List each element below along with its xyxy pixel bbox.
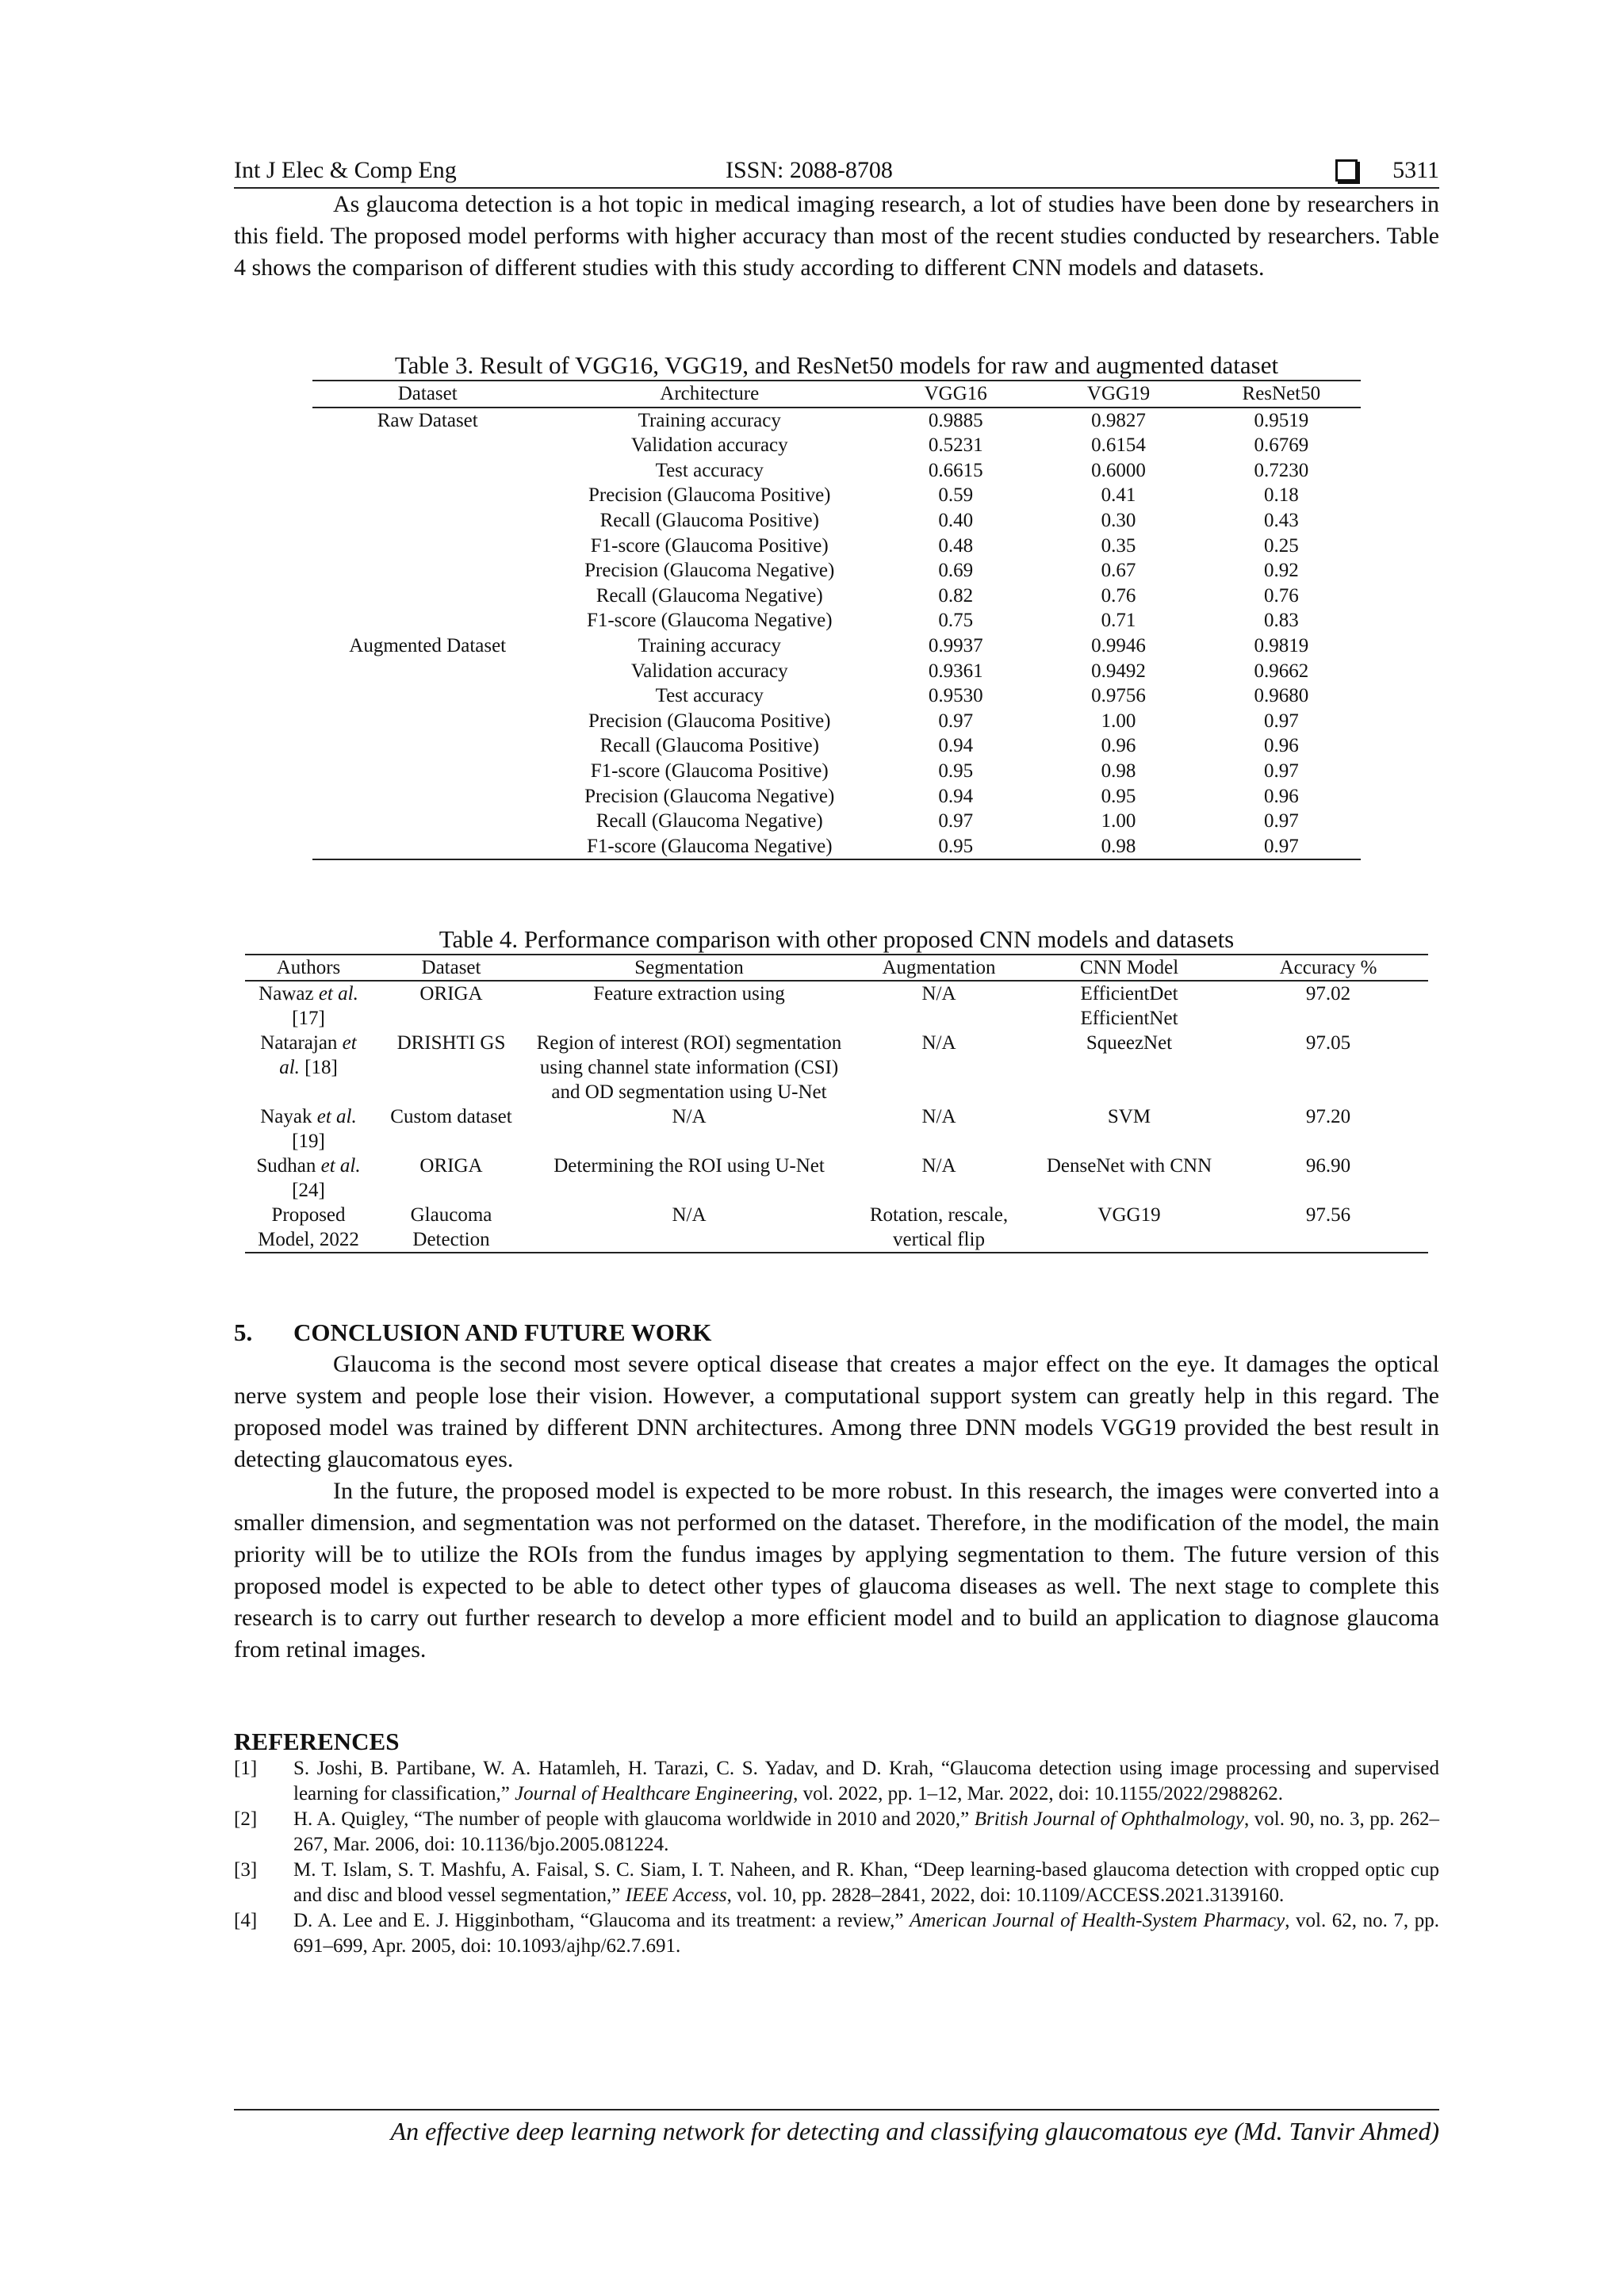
table-cell: 0.76 (1101, 584, 1136, 607)
table-cell: F1-score (Glaucoma Negative) (586, 610, 833, 632)
table-cell: 1.00 (1101, 810, 1136, 832)
reference-text (293, 1807, 1439, 1858)
table4-body (245, 981, 1428, 1253)
author-cell (245, 1031, 372, 1104)
reference-details: , vol. 62, no. 7, pp. 691–699, Apr. 2005, doi: 10.1093/ajhp/62.7.691. (293, 1910, 1439, 1957)
table-cell: Augmented Dataset (349, 634, 507, 656)
author-name: Sudhan (256, 1155, 316, 1177)
table-cell: 0.97 (1263, 710, 1299, 732)
table-cell: Recall (Glaucoma Negative) (596, 810, 823, 832)
table-cell: 0.9361 (928, 660, 983, 682)
segmentation-cell: Region of interest (ROI) segmentation using channel state information (CSI) and OD segmentation using U-Net (536, 1032, 842, 1104)
table-cell: Test accuracy (655, 685, 764, 707)
reference-journal: IEEE Access (625, 1885, 727, 1907)
reference-details: , vol. 90, no. 3, pp. 262–267, Mar. 2006, doi: 10.1136/bjo.2005.081224. (293, 1808, 1439, 1856)
table-cell: Precision (Glaucoma Negative) (584, 785, 835, 807)
page (234, 149, 1439, 1959)
accuracy-cell: 96.90 (1305, 1155, 1351, 1177)
table-cell: 1.00 (1101, 710, 1136, 732)
table-cell (312, 659, 542, 684)
author-cell (245, 1203, 372, 1253)
table-cell (312, 558, 542, 584)
author-name: Nayak (260, 1106, 312, 1128)
table-cell: 0.98 (1101, 760, 1136, 782)
table-cell: 0.9662 (1254, 660, 1309, 682)
table-cell: 0.9680 (1254, 685, 1309, 707)
reference-number: [2] (234, 1808, 258, 1831)
table-row (312, 433, 1361, 458)
augmentation-cell: N/A (921, 1106, 956, 1128)
table-cell (312, 759, 542, 784)
table-row (312, 408, 1361, 434)
cnn-model-cell: SqueezNet (1086, 1032, 1173, 1054)
reference-journal: American Journal of Health-System Pharmacy (910, 1910, 1285, 1932)
author-cell (245, 981, 372, 1031)
table-cell: 0.71 (1101, 610, 1136, 632)
reference-number: [4] (234, 1910, 258, 1932)
table3-header: Architecture (660, 383, 760, 404)
table-cell: 0.43 (1263, 509, 1299, 531)
author-ref: [24] (292, 1180, 325, 1202)
table-cell: 0.40 (938, 509, 974, 531)
author-etal: et al. (318, 983, 358, 1005)
table4-header: Accuracy % (1279, 957, 1377, 979)
page-number: 5311 (1392, 157, 1439, 183)
author-name: Nawaz (259, 983, 314, 1005)
table-cell: 0.25 (1263, 534, 1299, 557)
table-cell (312, 683, 542, 709)
table-cell: 0.67 (1101, 560, 1136, 582)
table-cell: 0.95 (938, 760, 974, 782)
reference-journal: Journal of Healthcare Engineering (515, 1783, 794, 1805)
table-cell: Recall (Glaucoma Positive) (599, 509, 819, 531)
table-cell (312, 584, 542, 609)
table-row (312, 608, 1361, 633)
reference-authors-title: S. Joshi, B. Partibane, W. A. Hatamleh, H. Tarazi, C. S. Yadav, and D. Krah, “Glaucoma detection using image processing and supervised learning for classification,” (293, 1758, 1439, 1805)
author-etal: et al. (279, 1032, 357, 1079)
reference-text (293, 1858, 1439, 1908)
reference-text (293, 1756, 1439, 1807)
page-footer: An effective deep learning network for detecting and classifying glaucomatous eye (Md. Tanvir Ahmed) (234, 2109, 1439, 2146)
augmentation-cell: N/A (921, 1032, 956, 1054)
table4-header: Dataset (421, 957, 481, 979)
augmentation-cell: N/A (921, 983, 956, 1005)
augmentation-cell: Rotation, rescale, vertical flip (869, 1204, 1009, 1251)
table-cell (312, 733, 542, 759)
table-cell: 0.6769 (1254, 434, 1309, 457)
table-cell: 0.92 (1263, 560, 1299, 582)
reference-number: [3] (234, 1859, 258, 1881)
table3-caption: Table 3. Result of VGG16, VGG19, and ResNet50 models for raw and augmented dataset (394, 351, 1279, 379)
table4-header: Augmentation (882, 957, 996, 979)
author-etal: et al. (320, 1155, 361, 1177)
cnn-model-cell: DenseNet with CNN (1046, 1155, 1212, 1177)
table-row (312, 633, 1361, 659)
reference-journal: British Journal of Ophthalmology (974, 1808, 1245, 1831)
references-heading: REFERENCES (234, 1728, 400, 1756)
author-cell (245, 1154, 372, 1203)
journal-name: Int J Elec & Comp Eng (234, 157, 457, 183)
table-cell: Recall (Glaucoma Positive) (599, 735, 819, 757)
table-cell: 0.9937 (928, 634, 983, 656)
author-name: Natarajan (260, 1032, 338, 1054)
table-cell: Recall (Glaucoma Negative) (596, 584, 823, 607)
table-cell: 0.97 (1263, 810, 1299, 832)
author-ref: [18] (304, 1057, 338, 1079)
table-cell: 0.96 (1263, 785, 1299, 807)
reference-item (234, 1756, 1439, 1807)
table-cell: 0.6615 (928, 459, 983, 481)
table-cell: 0.76 (1263, 584, 1299, 607)
issn: ISSN: 2088-8708 (726, 157, 893, 183)
section-heading (234, 1317, 1439, 1349)
table-cell: 0.94 (938, 735, 974, 757)
table3 (312, 380, 1361, 860)
table-cell: 0.9530 (928, 685, 983, 707)
table-cell: 0.59 (938, 484, 974, 507)
author-etal: et al. (316, 1106, 357, 1128)
table-row (312, 558, 1361, 584)
table-cell: 0.82 (938, 584, 974, 607)
cnn-model-cell: SVM (1107, 1106, 1151, 1128)
table-row (312, 759, 1361, 784)
table-row (245, 1031, 1428, 1104)
table-cell (312, 458, 542, 484)
segmentation-cell: Feature extraction using (593, 983, 785, 1005)
reference-number: [1] (234, 1758, 258, 1780)
table3-header-row (312, 381, 1361, 408)
table-row (312, 809, 1361, 834)
table-cell: 0.9519 (1254, 409, 1309, 431)
table-cell: 0.97 (1263, 760, 1299, 782)
table-cell (312, 809, 542, 834)
table-cell: Raw Dataset (377, 409, 478, 431)
table4-header: Authors (276, 957, 341, 979)
table-cell: 0.75 (938, 610, 974, 632)
table-row (312, 458, 1361, 484)
square-bullet-icon (1335, 159, 1358, 182)
table-cell: 0.9946 (1091, 634, 1146, 656)
table4-header: CNN Model (1079, 957, 1179, 979)
table-cell: 0.6000 (1091, 459, 1146, 481)
accuracy-cell: 97.02 (1305, 983, 1351, 1005)
cnn-model-cell: VGG19 (1097, 1204, 1161, 1226)
table-cell: 0.9756 (1091, 685, 1146, 707)
table3-header: VGG16 (924, 383, 987, 404)
table-cell (312, 608, 542, 633)
accuracy-cell: 97.56 (1305, 1204, 1351, 1226)
reference-details: , vol. 2022, pp. 1–12, Mar. 2022, doi: 10.1155/2022/2988262. (793, 1783, 1283, 1805)
reference-item (234, 1858, 1439, 1908)
dataset-cell: Custom dataset (390, 1106, 512, 1128)
table-row (312, 834, 1361, 860)
table-cell: Precision (Glaucoma Positive) (588, 484, 831, 507)
table-cell (312, 508, 542, 534)
table-cell (312, 834, 542, 860)
table-row (312, 584, 1361, 609)
table-cell: 0.9827 (1091, 409, 1146, 431)
future-work-paragraph: In the future, the proposed model is expected to be more robust. In this research, the images were converted into a smaller dimension, and segmentation was not performed on the dataset. Therefore, in the modification of the model, the main priority will be to utilize the ROIs from the fundus images by applying segmentation to them. The future version of this proposed model is expected to be able to detect other types of glaucoma diseases as well. The next stage to complete this research is to carry out further research to develop a more efficient model and to build an application to diagnose glaucoma from retinal images. (234, 1478, 1439, 1663)
reference-authors-title: D. A. Lee and E. J. Higginbotham, “Glaucoma and its treatment: a review,” (293, 1910, 910, 1932)
table-row (312, 659, 1361, 684)
table-cell: Validation accuracy (630, 434, 788, 457)
table-cell: 0.9885 (928, 409, 983, 431)
segmentation-cell: N/A (672, 1106, 707, 1128)
dataset-cell: ORIGA (419, 983, 483, 1005)
table-cell: 0.18 (1263, 484, 1299, 507)
table-cell: 0.98 (1101, 835, 1136, 857)
table-cell (312, 784, 542, 809)
table-cell: Validation accuracy (630, 660, 788, 682)
table-row (245, 1154, 1428, 1203)
table-row (312, 733, 1361, 759)
reference-item (234, 1908, 1439, 1959)
table3-body (312, 408, 1361, 860)
table-cell: 0.95 (938, 835, 974, 857)
section-title: CONCLUSION AND FUTURE WORK (293, 1318, 712, 1347)
dataset-cell: Glaucoma Detection (410, 1204, 492, 1251)
author-name: Proposed Model, 2022 (258, 1204, 359, 1251)
reference-details: , vol. 10, pp. 2828–2841, 2022, doi: 10.1109/ACCESS.2021.3139160. (726, 1885, 1285, 1907)
section-number: 5. (234, 1318, 253, 1347)
table-cell: 0.30 (1101, 509, 1136, 531)
segmentation-cell: Determining the ROI using U-Net (553, 1155, 825, 1177)
table-cell: 0.35 (1101, 534, 1136, 557)
author-ref: [17] (292, 1008, 325, 1030)
table-cell: 0.97 (938, 810, 974, 832)
table-cell (312, 709, 542, 734)
table-cell: 0.9492 (1091, 660, 1146, 682)
dataset-cell: ORIGA (419, 1155, 483, 1177)
page-header (234, 149, 1439, 189)
table-cell: 0.83 (1263, 610, 1299, 632)
table-row (312, 534, 1361, 559)
table-row (312, 784, 1361, 809)
dataset-cell: DRISHTI GS (396, 1032, 506, 1054)
table-cell: 0.97 (1263, 835, 1299, 857)
table-row (312, 709, 1361, 734)
table-cell: 0.7230 (1254, 459, 1309, 481)
table4-header-row (245, 955, 1428, 981)
table-cell: 0.96 (1101, 735, 1136, 757)
table-row (312, 683, 1361, 709)
conclusion-paragraph: Glaucoma is the second most severe optical disease that creates a major effect on the eye. It damages the optical nerve system and people lose their vision. However, a computational support system can greatly help in this regard. The proposed model was trained by different DNN architectures. Among three DNN models VGG19 provided the best result in detecting glaucomatous eyes. (234, 1351, 1439, 1473)
table-cell: F1-score (Glaucoma Positive) (590, 760, 829, 782)
table-cell: 0.41 (1101, 484, 1136, 507)
table-cell: 0.6154 (1091, 434, 1146, 457)
table-cell: Training accuracy (638, 409, 781, 431)
table-cell: 0.95 (1101, 785, 1136, 807)
table-row (312, 483, 1361, 508)
table-cell: 0.94 (938, 785, 974, 807)
augmentation-cell: N/A (921, 1155, 956, 1177)
table4-caption: Table 4. Performance comparison with other proposed CNN models and datasets (439, 925, 1235, 954)
table4-header: Segmentation (634, 957, 744, 979)
table-cell: Precision (Glaucoma Negative) (584, 560, 835, 582)
table-cell: 0.69 (938, 560, 974, 582)
reference-authors-title: M. T. Islam, S. T. Mashfu, A. Faisal, S. C. Siam, I. T. Naheen, and R. Khan, “Deep learning-based glaucoma detection with cropped optic cup and disc and blood vessel segmentation,” (293, 1859, 1439, 1907)
table-cell: Test accuracy (655, 459, 764, 481)
table-row (245, 1104, 1428, 1154)
reference-authors-title: H. A. Quigley, “The number of people with glaucoma worldwide in 2010 and 2020,” (293, 1808, 975, 1831)
table-cell: 0.96 (1263, 735, 1299, 757)
accuracy-cell: 97.20 (1305, 1106, 1351, 1128)
intro-paragraph: As glaucoma detection is a hot topic in medical imaging research, a lot of studies have been done by researchers in this field. The proposed model performs with higher accuracy than most of the recent studies conducted by researchers. Table 4 shows the comparison of different studies with this study according to different CNN models and datasets. (234, 191, 1439, 281)
table3-header: VGG19 (1086, 383, 1151, 404)
table-cell: Precision (Glaucoma Positive) (588, 710, 831, 732)
table-cell: 0.5231 (928, 434, 983, 457)
table3-header: ResNet50 (1242, 383, 1321, 404)
accuracy-cell: 97.05 (1305, 1032, 1351, 1054)
reference-item (234, 1807, 1439, 1858)
table-cell (312, 483, 542, 508)
author-cell (245, 1104, 372, 1154)
cnn-model-cell: EfficientDet EfficientNet (1080, 983, 1178, 1030)
table-row (245, 981, 1428, 1031)
table4 (245, 954, 1428, 1253)
table-cell: 0.9819 (1254, 634, 1309, 656)
table3-header: Dataset (397, 383, 458, 404)
table-cell: F1-score (Glaucoma Negative) (586, 835, 833, 857)
reference-text (293, 1908, 1439, 1959)
references-list (234, 1756, 1439, 1959)
table-cell (312, 433, 542, 458)
table-cell: Training accuracy (638, 634, 781, 656)
table-cell (312, 534, 542, 559)
table-row (312, 508, 1361, 534)
table-row (245, 1203, 1428, 1253)
table-cell: 0.48 (938, 534, 974, 557)
author-ref: [19] (292, 1131, 325, 1153)
table-cell: 0.97 (938, 710, 974, 732)
segmentation-cell: N/A (672, 1204, 707, 1226)
table-cell: F1-score (Glaucoma Positive) (590, 534, 829, 557)
